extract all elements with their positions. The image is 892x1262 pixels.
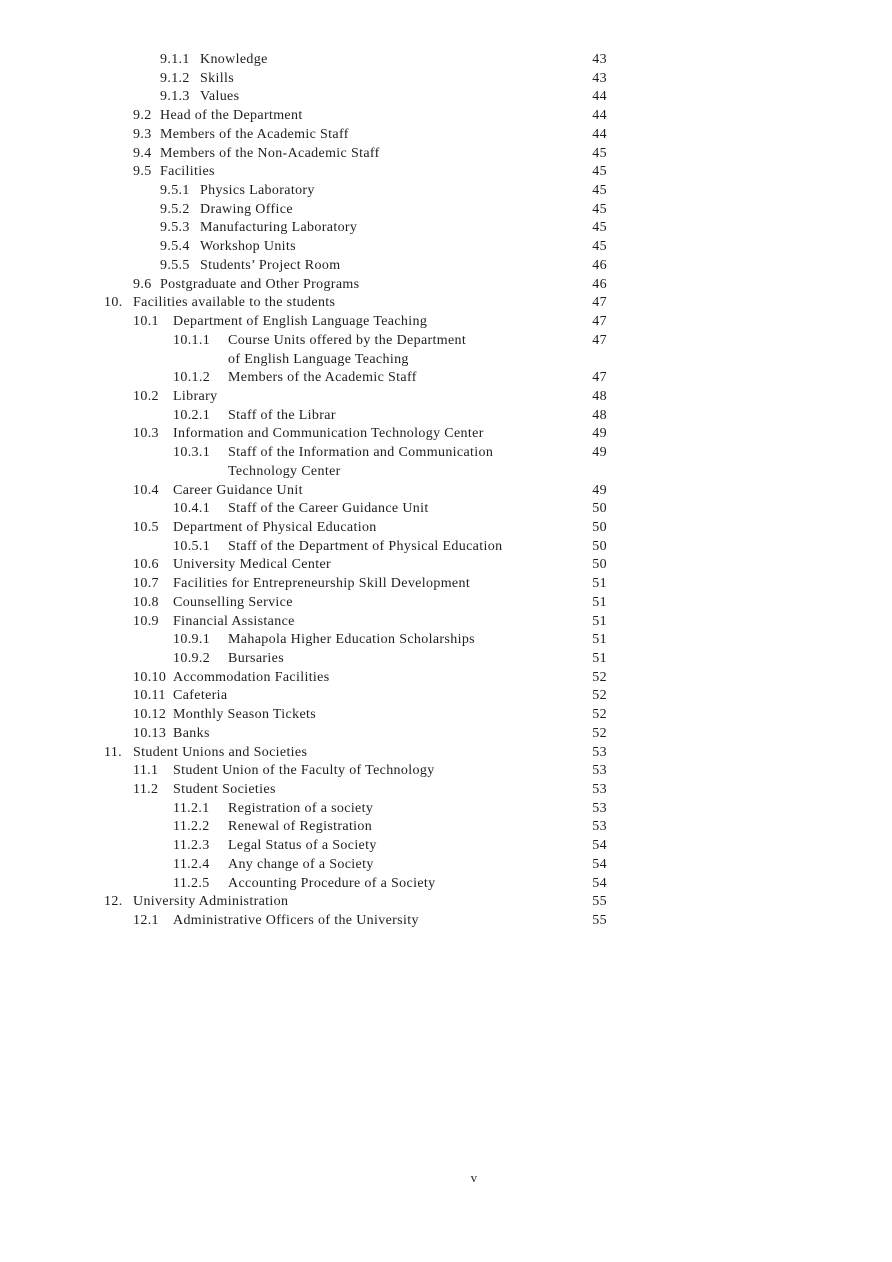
toc-entry-page: 50 [592, 557, 607, 573]
toc-entry [0, 388, 892, 407]
toc-entry-page: 49 [592, 445, 607, 461]
toc-entry [0, 575, 892, 594]
toc-entry-page: 47 [592, 332, 607, 348]
toc-entry-number: 11.1 [133, 763, 159, 779]
toc-entry-page: 52 [592, 688, 607, 704]
toc-entry-title: Postgraduate and Other Programs [160, 276, 360, 292]
toc-entry-page: 54 [592, 856, 607, 872]
toc-entry-page: 52 [592, 725, 607, 741]
toc-entry-page: 46 [592, 276, 607, 292]
toc-entry-title: Members of the Non-Academic Staff [160, 145, 380, 161]
toc-entry-title: Department of Physical Education [173, 519, 377, 535]
toc-entry-number: 10.12 [133, 707, 167, 723]
toc-entry-title: Staff of the Information and Communication [228, 445, 494, 461]
toc-entry [0, 912, 892, 931]
toc-entry-number: 9.1.3 [160, 89, 190, 105]
toc-entry-number: 9.1.1 [160, 52, 190, 67]
toc-entry-page: 50 [592, 519, 607, 535]
toc-entry [0, 201, 892, 220]
toc-entry-title: Facilities [160, 164, 215, 180]
toc-entry [0, 369, 892, 388]
toc-entry-number: 11.2 [133, 782, 159, 798]
toc-entry-page: 45 [592, 201, 607, 217]
toc-entry [0, 687, 892, 706]
toc-entry-title: Course Units offered by the Department [228, 332, 467, 348]
toc-entry-number: 10.7 [133, 576, 159, 592]
toc-entry [0, 744, 892, 763]
toc-entry-page: 50 [592, 538, 607, 554]
toc-entry-page: 53 [592, 763, 607, 779]
toc-entry-number: 9.5.4 [160, 239, 190, 255]
toc-entry-page: 53 [592, 800, 607, 816]
toc-entry-number: 10. [104, 295, 123, 311]
toc-entry-page: 46 [592, 257, 607, 273]
toc-entry-page: 49 [592, 426, 607, 442]
toc-entry [0, 70, 892, 89]
toc-entry-number: 11.2.2 [173, 819, 210, 835]
toc-entry-number: 9.5.1 [160, 183, 190, 199]
toc-entry-title: Administrative Officers of the University [173, 913, 419, 929]
toc-entry-number: 9.4 [133, 145, 152, 161]
toc-entry-title: Monthly Season Tickets [173, 707, 317, 723]
toc-entry [0, 725, 892, 744]
toc-entry-page: 51 [592, 613, 607, 629]
toc-entry [0, 126, 892, 145]
toc-entry [0, 444, 892, 481]
toc-entry [0, 837, 892, 856]
toc-entry-page: 45 [592, 145, 607, 161]
toc-entry-number: 9.1.2 [160, 70, 190, 86]
toc-entry-title: Renewal of Registration [228, 819, 373, 835]
toc-entry-title: Library [173, 388, 218, 404]
toc-entry-title: Members of the Academic Staff [160, 126, 349, 142]
toc-entry-page: 54 [592, 875, 607, 891]
toc-entry-title: Any change of a Society [228, 856, 374, 872]
toc-entry-title-line2: Technology Center [228, 463, 341, 479]
toc-entry-page: 53 [592, 819, 607, 835]
toc-entry-page: 52 [592, 707, 607, 723]
toc-entry-page: 50 [592, 501, 607, 517]
toc-entry-title: University Administration [133, 894, 289, 910]
toc-entry-number: 10.9 [133, 613, 159, 629]
toc-entry-title: Head of the Department [160, 108, 303, 124]
toc-entry-number: 10.5 [133, 519, 159, 535]
toc-entry-page: 55 [592, 913, 607, 929]
toc-entry-number: 10.1 [133, 314, 159, 330]
toc-entry-title: Career Guidance Unit [173, 482, 303, 498]
toc-entry [0, 594, 892, 613]
toc-entry-number: 11.2.4 [173, 856, 210, 872]
toc-entry [0, 856, 892, 875]
toc-entry [0, 219, 892, 238]
toc-entry [0, 650, 892, 669]
toc-entry-title: Staff of the Department of Physical Education [228, 538, 503, 554]
toc-entry-page: 47 [592, 314, 607, 330]
toc-entry-page: 43 [592, 70, 607, 86]
toc-entry-number: 10.1.2 [173, 370, 211, 386]
toc-entry-number: 10.6 [133, 557, 159, 573]
toc-entry [0, 332, 892, 369]
toc-entry [0, 519, 892, 538]
toc-entry-title: Students’ Project Room [200, 257, 341, 273]
toc-entry [0, 107, 892, 126]
toc-entry-title: Student Societies [173, 782, 276, 798]
toc-entry [0, 425, 892, 444]
toc-entry-number: 9.5 [133, 164, 152, 180]
toc-entry [0, 706, 892, 725]
toc-entry-number: 10.3.1 [173, 445, 211, 461]
toc-entry-number: 9.5.3 [160, 220, 190, 236]
toc-entry-title: Accounting Procedure of a Society [228, 875, 436, 891]
toc-entry [0, 163, 892, 182]
toc-entry [0, 669, 892, 688]
toc-list [0, 51, 892, 931]
toc-entry [0, 613, 892, 632]
toc-entry-number: 10.9.2 [173, 651, 211, 666]
toc-entry [0, 800, 892, 819]
page-footer-number: v [470, 1170, 478, 1185]
toc-entry-page: 53 [592, 782, 607, 798]
toc-entry-title: Financial Assistance [173, 613, 295, 629]
toc-entry [0, 257, 892, 276]
toc-entry-title: Staff of the Librar [228, 407, 336, 423]
toc-entry-page: 51 [592, 594, 607, 610]
toc-entry-number: 10.11 [133, 688, 166, 704]
toc-entry-title: Values [200, 89, 240, 105]
toc-entry-number: 11.2.3 [173, 838, 210, 854]
toc-entry [0, 313, 892, 332]
toc-entry-page: 48 [592, 388, 607, 404]
toc-entry-number: 10.13 [133, 725, 167, 741]
toc-entry-number: 10.10 [133, 669, 167, 685]
toc-entry-page: 47 [592, 295, 607, 311]
toc-entry-page: 51 [592, 576, 607, 592]
toc-entry-number: 10.2.1 [173, 407, 211, 423]
toc-entry-title: Legal Status of a Society [228, 838, 377, 854]
toc-entry-title: Registration of a society [228, 800, 374, 816]
toc-entry [0, 276, 892, 295]
toc-entry [0, 893, 892, 912]
toc-entry-title: Student Unions and Societies [133, 744, 308, 760]
toc-entry-title: Skills [200, 70, 235, 86]
toc-entry-page: 51 [592, 651, 607, 666]
toc-entry [0, 182, 892, 201]
toc-entry-title: University Medical Center [173, 557, 332, 573]
toc-entry-number: 11.2.1 [173, 800, 210, 816]
toc-entry-number: 10.2 [133, 388, 159, 404]
toc-entry-number: 9.3 [133, 126, 152, 142]
toc-entry-title: Banks [173, 725, 210, 741]
toc-entry [0, 88, 892, 107]
toc-entry-page: 49 [592, 482, 607, 498]
toc-entry [0, 145, 892, 164]
toc-entry-number: 10.5.1 [173, 538, 211, 554]
toc-entry-page: 51 [592, 632, 607, 648]
toc-entry-page: 45 [592, 220, 607, 236]
toc-entry-title: Information and Communication Technology Center [173, 426, 484, 442]
toc-entry-title: Physics Laboratory [200, 183, 315, 199]
toc-entry-page: 45 [592, 183, 607, 199]
toc-entry-title: Drawing Office [200, 201, 293, 217]
toc-entry-title: Bursaries [228, 651, 285, 666]
toc-entry-number: 9.5.5 [160, 257, 190, 273]
toc-entry [0, 875, 892, 894]
toc-entry-number: 12.1 [133, 913, 159, 929]
toc-entry-number: 12. [104, 894, 123, 910]
toc-entry-title: Staff of the Career Guidance Unit [228, 501, 429, 517]
toc-entry-page: 44 [592, 126, 607, 142]
toc-entry [0, 482, 892, 501]
toc-entry-page: 53 [592, 744, 607, 760]
toc-entry-page: 47 [592, 370, 607, 386]
toc-entry-title: Members of the Academic Staff [228, 370, 417, 386]
toc-entry-number: 9.6 [133, 276, 152, 292]
toc-entry [0, 556, 892, 575]
toc-entry-page: 52 [592, 669, 607, 685]
toc-entry [0, 762, 892, 781]
toc-entry-page: 44 [592, 89, 607, 105]
toc-entry-title: Manufacturing Laboratory [200, 220, 358, 236]
toc-entry-number: 9.2 [133, 108, 152, 124]
toc-entry-number: 11. [104, 744, 123, 760]
toc-entry-number: 10.1.1 [173, 332, 211, 348]
toc-entry-title: Knowledge [200, 52, 268, 67]
toc-entry-number: 10.3 [133, 426, 159, 442]
toc-entry-page: 44 [592, 108, 607, 124]
toc-entry [0, 538, 892, 557]
toc-entry-title: Department of English Language Teaching [173, 314, 428, 330]
toc-entry-title: Cafeteria [173, 688, 228, 704]
toc-entry-title: Facilities available to the students [133, 295, 336, 311]
toc-entry-page: 43 [592, 52, 607, 67]
toc-entry [0, 51, 892, 70]
toc-entry [0, 407, 892, 426]
toc-entry-title: Counselling Service [173, 594, 293, 610]
toc-entry-number: 11.2.5 [173, 875, 210, 891]
toc-entry [0, 781, 892, 800]
toc-entry-number: 10.4 [133, 482, 159, 498]
toc-entry [0, 500, 892, 519]
toc-entry-title: Workshop Units [200, 239, 296, 255]
toc-entry [0, 294, 892, 313]
toc-entry [0, 631, 892, 650]
toc-entry-title: Mahapola Higher Education Scholarships [228, 632, 475, 648]
toc-entry-title-line2: of English Language Teaching [228, 351, 409, 367]
toc-entry-title: Facilities for Entrepreneurship Skill Development [173, 576, 471, 592]
toc-entry [0, 238, 892, 257]
toc-entry-page: 48 [592, 407, 607, 423]
toc-entry-number: 10.4.1 [173, 501, 211, 517]
toc-entry-page: 45 [592, 164, 607, 180]
toc-entry-number: 10.9.1 [173, 632, 211, 648]
toc-entry [0, 818, 892, 837]
toc-entry-page: 45 [592, 239, 607, 255]
toc-entry-title: Student Union of the Faculty of Technology [173, 763, 435, 779]
toc-entry-number: 10.8 [133, 594, 159, 610]
toc-entry-title: Accommodation Facilities [173, 669, 330, 685]
toc-entry-page: 55 [592, 894, 607, 910]
toc-entry-number: 9.5.2 [160, 201, 190, 217]
toc-entry-page: 54 [592, 838, 607, 854]
